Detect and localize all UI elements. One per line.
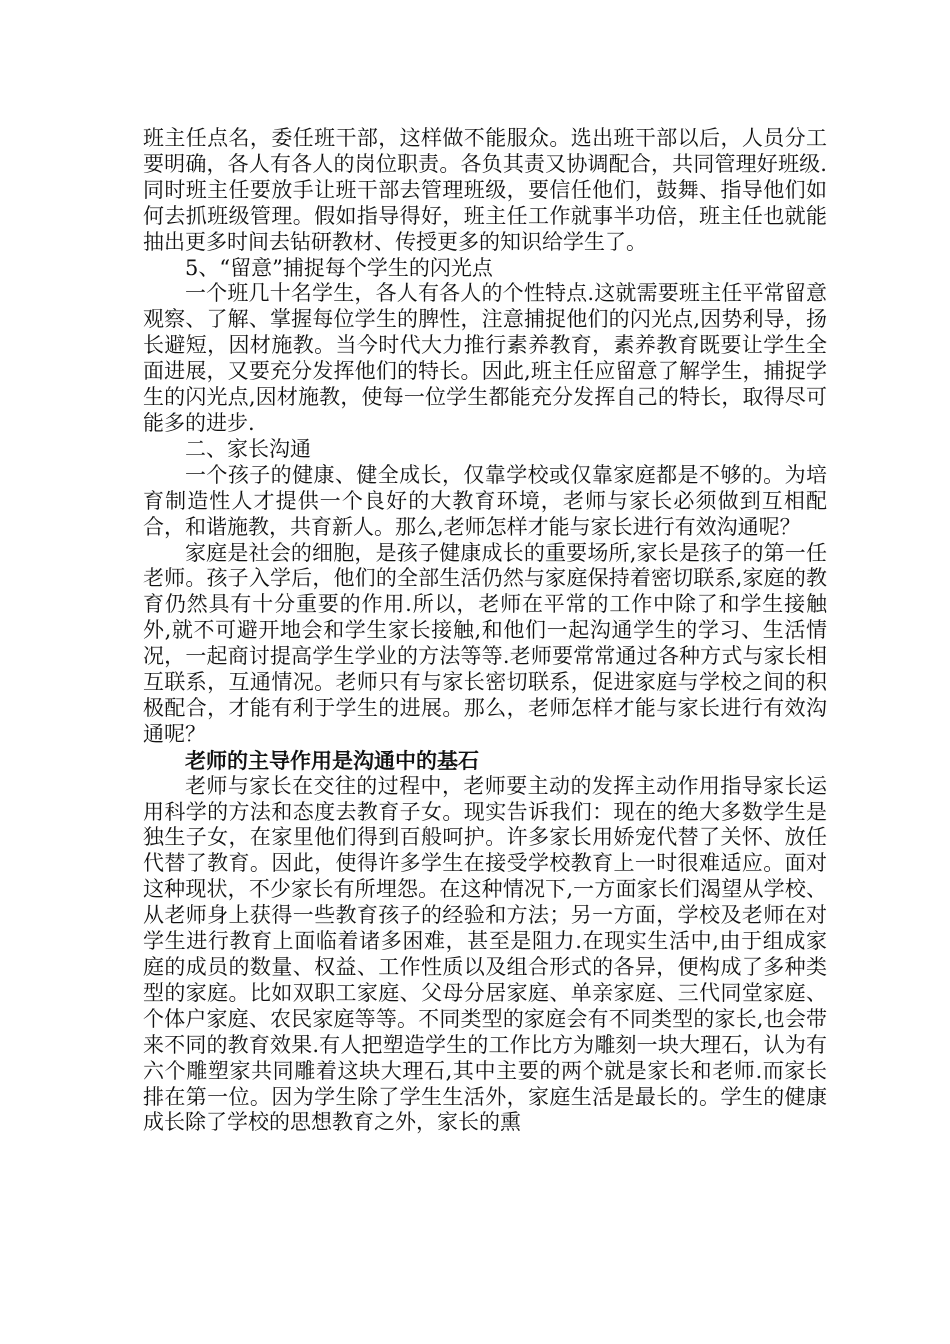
paragraph-body: 一个孩子的健康、健全成长，仅靠学校或仅靠家庭都是不够的。为培育制造性人才提供一个良好的大教育环境，老师与家长必须做到互相配合，和谐施教，共育新人。那么,老师怎样才能与家长进行有效沟通呢？ bbox=[143, 462, 827, 539]
paragraph-body: 老师与家长在交往的过程中，老师要主动的发挥主动作用指导家长运用科学的方法和态度去教育子女。现实告诉我们：现在的绝大多数学生是独生子女，在家里他们得到百般呵护。许多家长用娇宠代替了关怀、放任代替了教育。因此，使得许多学生在接受学校教育上一时很难适应。面对这种现状，不少家长有所埋怨。在这种情况下,一方面家长们渴望从学校、从老师身上获得一些教育孩子的经验和方法；另一方面，学校及老师在对学生进行教育上面临着诸多困难，甚至是阻力.在现实生活中,由于组成家庭的成员的数量、权益、工作性质以及组合形式的各异，便构成了多种类型的家庭。比如双职工家庭、父母分居家庭、单亲家庭、三代同堂家庭、个体户家庭、农民家庭等等。不同类型的家庭会有不同类型的家长,也会带来不同的教育效果.有人把塑造学生的工作比方为雕刻一块大理石，认为有六个雕塑家共同雕着这块大理石,其中主要的两个就是家长和老师.而家长排在第一位。因为学生除了学生生活外，家庭生活是最长的。学生的健康成长除了学校的思想教育之外，家长的熏 bbox=[143, 773, 827, 1135]
document-page bbox=[143, 126, 827, 1136]
paragraph-continuation: 班主任点名，委任班干部，这样做不能服众。选出班干部以后，人员分工要明确，各人有各人的岗位职责。各负其责又协调配合，共同管理好班级.同时班主任要放手让班干部去管理班级，要信任他们，鼓舞、指导他们如何去抓班级管理。假如指导得好，班主任工作就事半功倍，班主任也就能抽出更多时间去钻研教材、传授更多的知识给学生了。 bbox=[143, 126, 827, 254]
paragraph-body: 家庭是社会的细胞，是孩子健康成长的重要场所,家长是孩子的第一任老师。孩子入学后，他们的全部生活仍然与家庭保持着密切联系,家庭的教育仍然具有十分重要的作用.所以，老师在平常的工作中除了和学生接触外,就不可避开地会和学生家长接触,和他们一起沟通学生的学习、生活情况，一起商讨提高学生学业的方法等等.老师要常常通过各种方式与家长相互联系，互通情况。老师只有与家长密切联系，促进家庭与学校之间的积极配合，才能有利于学生的进展。那么，老师怎样才能与家长进行有效沟通呢？ bbox=[143, 540, 827, 746]
section-heading-2: 二、家长沟通 bbox=[185, 436, 311, 461]
section-heading-5: 5、“留意”捕捉每个学生的闪光点 bbox=[185, 255, 493, 280]
paragraph-body: 一个班几十名学生，各人有各人的个性特点.这就需要班主任平常留意观察、了解、掌握每位学生的脾性，注意捕捉他们的闪光点,因势利导，扬长避短，因材施教。当今时代大力推行素养教育，素养教育既要让学生全面进展，又要充分发挥他们的特长。因此,班主任应留意了解学生，捕捉学生的闪光点,因材施教，使每一位学生都能充分发挥自己的特长，取得尽可能多的进步. bbox=[143, 281, 827, 435]
bold-subheading: 老师的主导作用是沟通中的基石 bbox=[185, 747, 479, 773]
